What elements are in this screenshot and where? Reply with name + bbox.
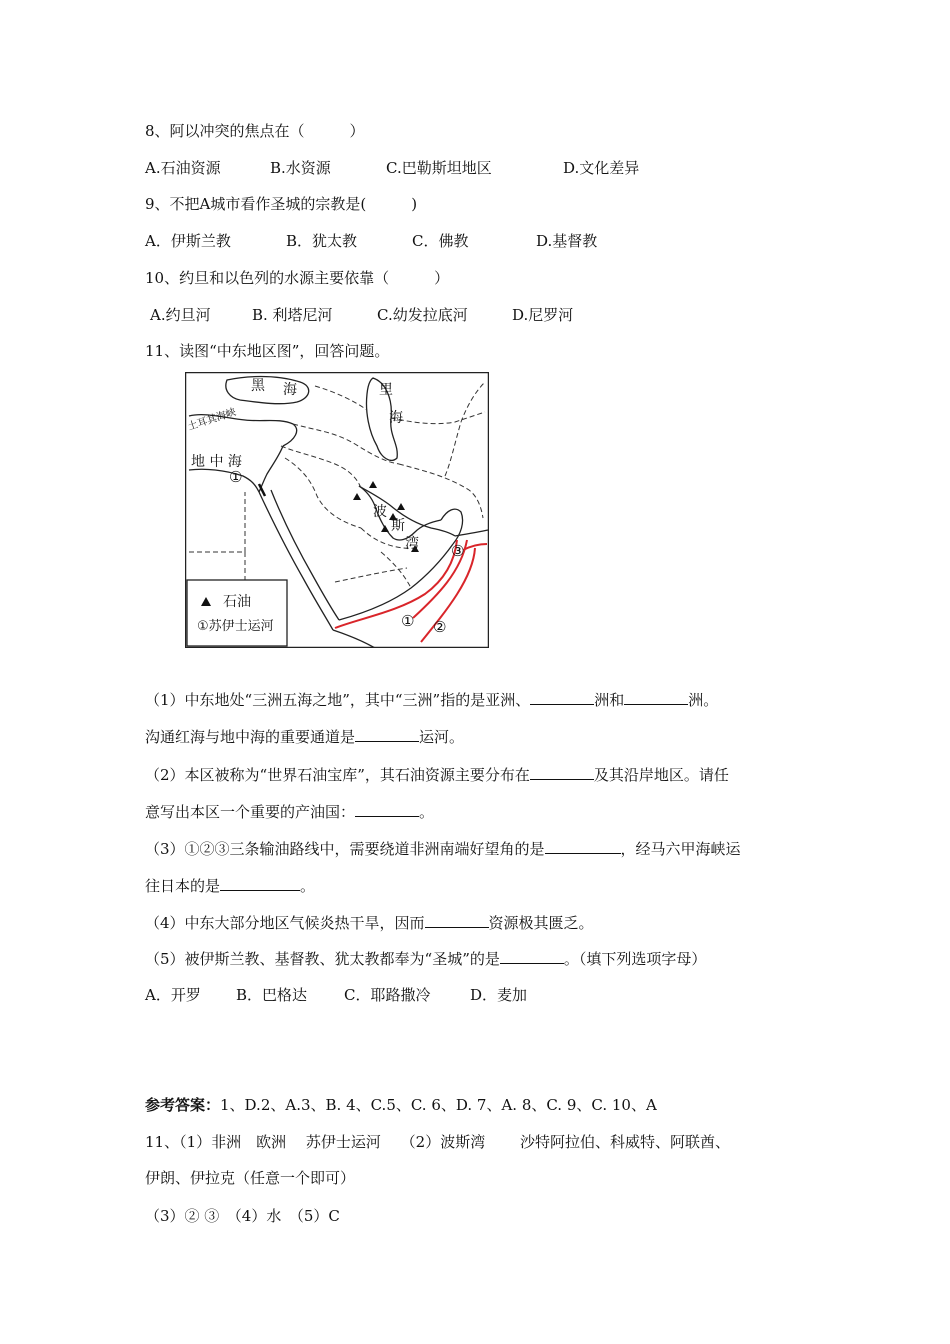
label-gulf-2: 斯 [391, 518, 405, 534]
q10-option-a: A.约旦河 [150, 306, 211, 324]
blank-japan-route[interactable] [220, 875, 300, 891]
label-bosporus: 土耳其海峡 [186, 406, 238, 433]
q11-part3-line1: （3）①②③三条输油路线中，需要绕道非洲南端好望角的是 ，经马六甲海峡运 [145, 840, 741, 858]
q11-stem: 11、读图“中东地区图”，回答问题。 [145, 342, 390, 360]
answers-line3: 伊朗、伊拉克（任意一个即可） [145, 1169, 356, 1187]
q9-option-a: A．伊斯兰教 [145, 232, 231, 250]
blank-resource[interactable] [425, 912, 489, 928]
q11-part5-option-b: B．巴格达 [236, 986, 308, 1004]
blank-canal[interactable] [355, 726, 419, 742]
label-caspian-1: 里 [379, 382, 393, 398]
q11-part5: （5）被伊斯兰教、基督教、犹太教都奉为“圣城”的是 。（填下列选项字母） [145, 950, 707, 968]
q11-part3-line2: 往日本的是 。 [145, 877, 316, 895]
legend-suez: ①苏伊士运河 [197, 619, 274, 634]
q9-stem: 9、不把A城市看作圣城的宗教是( ) [145, 195, 418, 213]
q11-part1-line2: 沟通红海与地中海的重要通道是 运河。 [145, 728, 465, 746]
q11-part1-line1: （1）中东地处“三洲五海之地”，其中“三洲”指的是亚洲、 洲和 洲。 [145, 691, 719, 709]
label-route-3: ③ [451, 542, 465, 560]
blank-continent-2[interactable] [530, 689, 594, 705]
q8-option-d: D.文化差异 [563, 159, 640, 177]
blank-oil-region[interactable] [530, 764, 594, 780]
answers-label: 参考答案： [145, 1096, 221, 1114]
q8-option-b: B.水资源 [270, 159, 331, 177]
q9-option-c: C．佛教 [412, 232, 469, 250]
q9-option-d: D.基督教 [536, 232, 598, 250]
q10-option-d: D.尼罗河 [512, 306, 574, 324]
q10-stem: 10、约旦和以色列的水源主要依靠（ ） [145, 269, 450, 287]
label-gulf-1: 波 [373, 504, 387, 520]
q10-option-c: C.幼发拉底河 [377, 306, 468, 324]
q8-option-c: C.巴勒斯坦地区 [386, 159, 492, 177]
map-legend [187, 580, 287, 646]
middle-east-map [185, 372, 489, 648]
label-marker-1: ① [229, 468, 243, 486]
label-black-sea-1: 黑 [251, 378, 265, 394]
q11-part2-line2: 意写出本区一个重要的产油国： 。 [145, 803, 435, 821]
label-gulf-3: 湾 [405, 536, 419, 552]
q8-stem: 8、阿以冲突的焦点在（ ） [145, 122, 365, 140]
answers-line4: （3）② ③ （4）水 （5）C [145, 1207, 340, 1225]
q11-part4: （4）中东大部分地区气候炎热干旱，因而 资源极其匮乏。 [145, 914, 594, 932]
label-route-1: ① [401, 612, 415, 630]
blank-continent-3[interactable] [624, 689, 688, 705]
label-caspian-2: 海 [389, 410, 403, 426]
q11-part5-option-a: A．开罗 [145, 986, 201, 1004]
q9-option-b: B．犹太教 [286, 232, 358, 250]
legend-oil: 石油 [223, 594, 251, 610]
blank-oil-country[interactable] [355, 801, 419, 817]
blank-holy-city[interactable] [500, 948, 564, 964]
label-route-2: ② [433, 618, 447, 636]
q10-option-b: B. 利塔尼河 [252, 306, 333, 324]
q8-option-a: A.石油资源 [145, 159, 221, 177]
label-mediterranean: 地 中 海 [191, 454, 242, 470]
q11-part5-option-d: D．麦加 [470, 986, 528, 1004]
q11-part2-line1: （2）本区被称为“世界石油宝库”，其石油资源主要分布在 及其沿岸地区。请任 [145, 766, 729, 784]
label-black-sea-2: 海 [283, 382, 297, 398]
blank-cape-route[interactable] [545, 838, 621, 854]
q11-part5-option-c: C．耶路撒冷 [344, 986, 431, 1004]
answers-line1: 参考答案：1、D.2、A.3、B. 4、C.5、C. 6、D. 7、A. 8、C. 9、C. 10、A [145, 1096, 657, 1114]
answers-line2: 11、（1）非洲 欧洲 苏伊士运河 （2）波斯湾 沙特阿拉伯、科威特、阿联酋、 [145, 1133, 730, 1151]
